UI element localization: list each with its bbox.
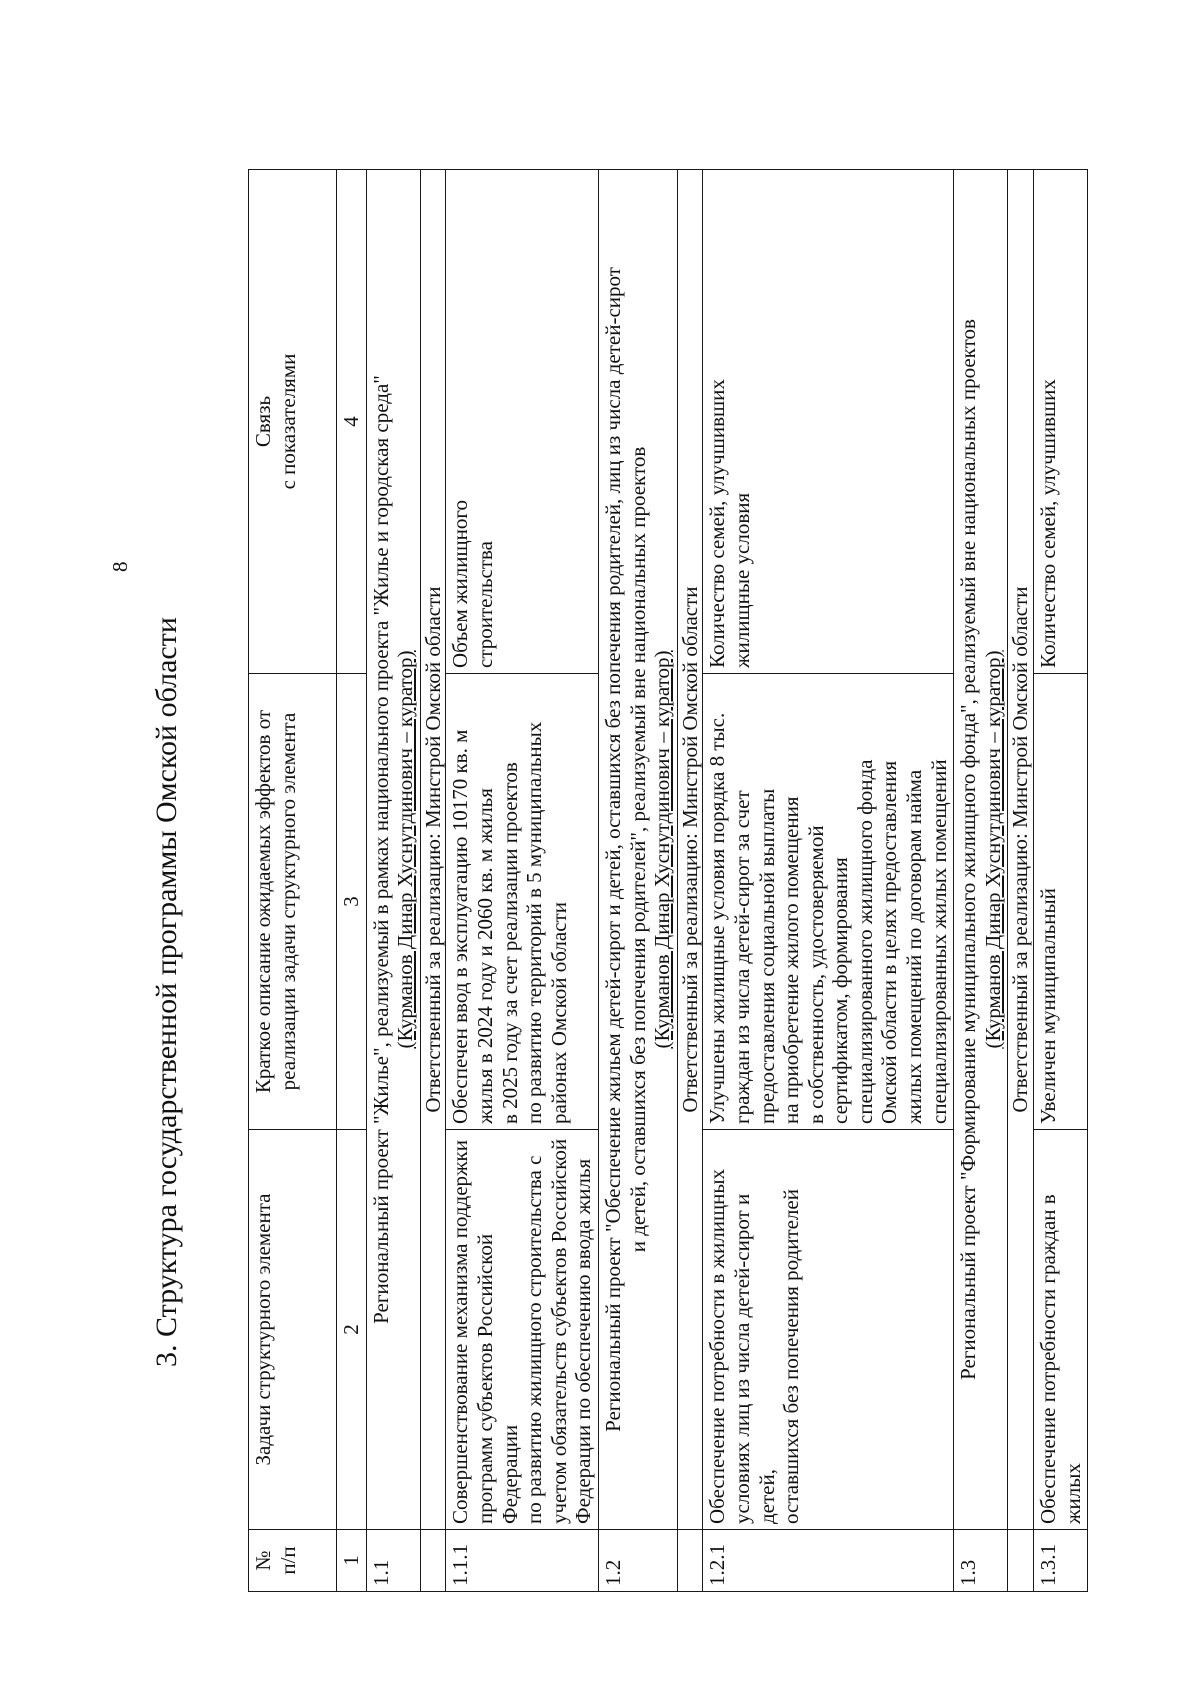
- task-effect: Обеспечен ввод в эксплуатацию 10170 кв. м жилья в 2024 году и 2060 кв. м жилья в 2025 году за счет реализации проектов по развитию территорий в 5 муниципальных районах Омской области: [446, 674, 599, 1130]
- header-num: № п/п: [249, 1530, 337, 1592]
- task-description: Обеспечение потребности в жилищных условиях лиц из числа детей-сирот и детей, оставшихся без попечения родителей: [703, 1130, 954, 1530]
- program-structure-table: [248, 169, 1088, 1592]
- section-title: Региональный проект "Обеспечение жильем детей-сирот и детей, оставшихся без попечения родителей, лиц из числа детей-сирот и детей, оставшихся без попечения родителей", реализуемый вне национальных проектов (Курманов Динар Хуснутдинович – куратор): [598, 170, 677, 1530]
- header-effects: Краткое описание ожидаемых эффектов от реализации задачи структурного элемента: [249, 674, 337, 1130]
- responsible-text: Ответственный за реализацию: Минстрой Омской области: [677, 170, 703, 1530]
- responsible-row: [677, 170, 703, 1592]
- section-number: 1.1: [366, 1530, 420, 1592]
- task-effect: Улучшены жилищные условия порядка 8 тыс. граждан из числа детей-сирот за счет предоставления социальной выплаты на приобретение жилого помещения в собственность, удостоверяемой сертификатом, формирования специализированного жилищного фонда Омской области в целях предоставления жилых помещений по договорам найма специализированных жилых помещений: [703, 674, 954, 1130]
- responsible-text: Ответственный за реализацию: Минстрой Омской области: [420, 170, 446, 1530]
- section-row: [366, 170, 420, 1592]
- task-indicator: Объем жилищного строительства: [446, 170, 599, 674]
- task-indicator: Количество семей, улучшивших: [1034, 170, 1088, 674]
- section-row: [598, 170, 677, 1592]
- document-title: 3. Структура государственной программы Омской области: [150, 617, 183, 1367]
- task-row: [703, 170, 954, 1592]
- column-number: 2: [337, 1130, 367, 1530]
- task-effect: Увеличен муниципальный: [1034, 674, 1088, 1130]
- section-row: [954, 170, 1008, 1592]
- responsible-text: Ответственный за реализацию: Минстрой Омской области: [1008, 170, 1034, 1530]
- task-description: Обеспечение потребности граждан в жилых: [1034, 1130, 1088, 1530]
- table-header-row: [249, 170, 337, 1592]
- column-number: 1: [337, 1530, 367, 1592]
- column-number: 3: [337, 674, 367, 1130]
- header-tasks: Задачи структурного элемента: [249, 1130, 337, 1530]
- task-row: [446, 170, 599, 1592]
- task-number: 1.3.1: [1034, 1530, 1088, 1592]
- task-row: [1034, 170, 1088, 1592]
- column-number: 4: [337, 170, 367, 674]
- column-number-row: [337, 170, 367, 1592]
- page-number: 8: [108, 561, 132, 572]
- section-title: Региональный проект "Жилье", реализуемый в рамках национального проекта "Жилье и городская среда" (Курманов Динар Хуснутдинович – куратор): [366, 170, 420, 1530]
- task-number: 1.1.1: [446, 1530, 599, 1592]
- section-number: 1.2: [598, 1530, 677, 1592]
- header-indicators: Связь с показателями: [249, 170, 337, 674]
- section-number: 1.3: [954, 1530, 1008, 1592]
- task-indicator: Количество семей, улучшивших жилищные условия: [703, 170, 954, 674]
- responsible-row: [420, 170, 446, 1592]
- task-number: 1.2.1: [703, 1530, 954, 1592]
- section-title: Региональный проект "Формирование муниципального жилищного фонда", реализуемый вне национальных проектов (Курманов Динар Хуснутдинович – куратор): [954, 170, 1008, 1530]
- responsible-row: [1008, 170, 1034, 1592]
- task-description: Совершенствование механизма поддержки программ субъектов Российской Федерации по развитию жилищного строительства с учетом обязательств субъектов Российской Федерации по обеспечению ввода жилья: [446, 1130, 599, 1530]
